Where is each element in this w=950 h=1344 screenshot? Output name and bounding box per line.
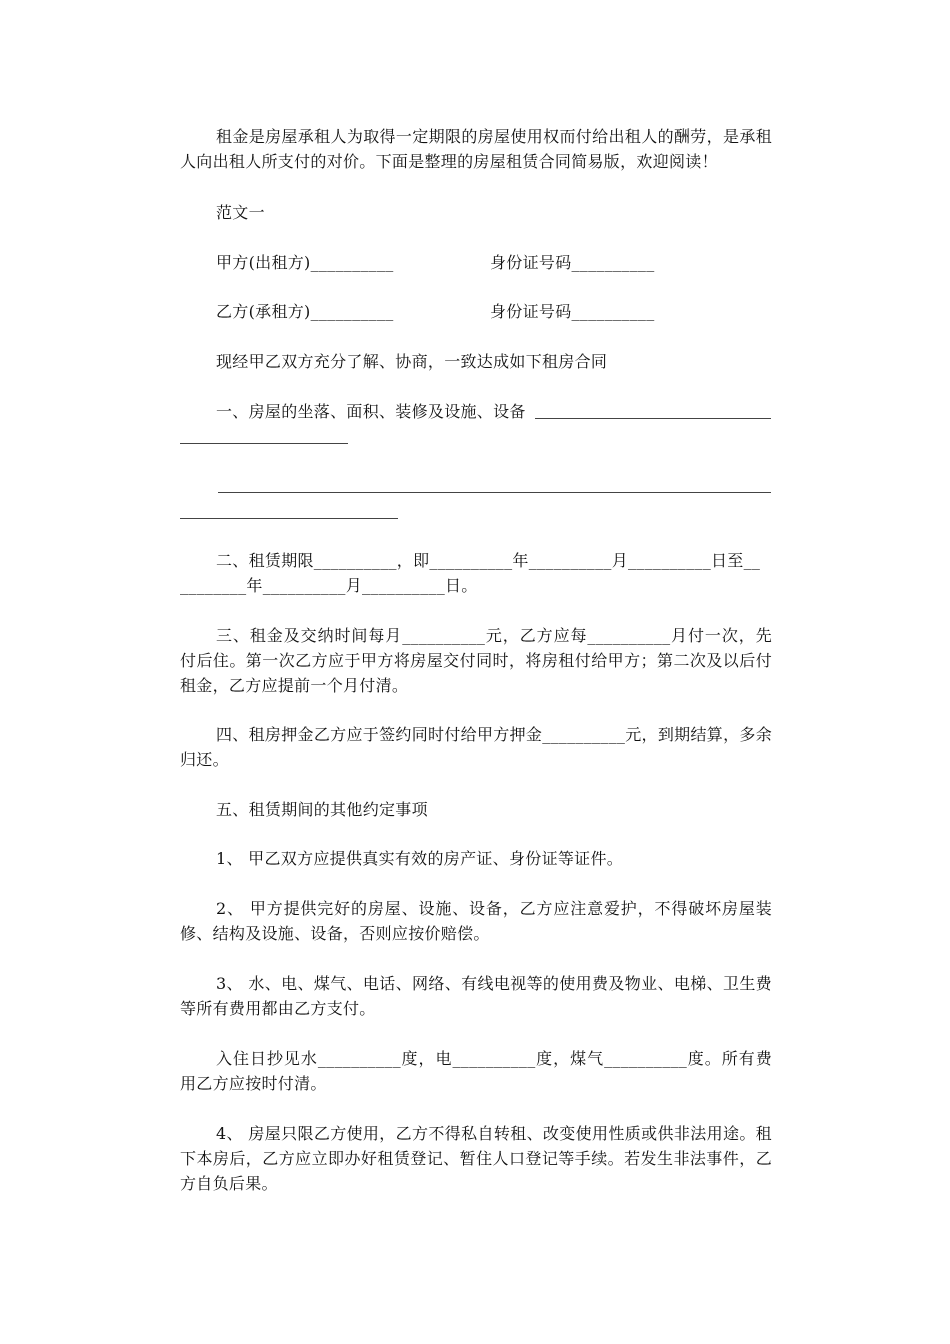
clause-5: 五、租赁期间的其他约定事项 [216, 800, 428, 819]
agreement-statement: 现经甲乙双方充分了解、协商，一致达成如下租房合同 [216, 352, 608, 371]
party-b-field: 乙方(承租方)__________ [216, 302, 394, 321]
clause-3: 三、租金及交纳时间每月__________元，乙方应每__________月付一次，先付后住。第一次乙方应于甲方将房屋交付同时，将房租付给甲方；第二次及以后付租金，乙方应提前一个月付清。 [180, 626, 772, 695]
party-b-id-field: 身份证号码__________ [490, 302, 655, 321]
item-3: 3、 水、电、煤气、电话、网络、有线电视等的使用费及物业、电梯、卫生费等所有费用都由乙方支付。 [180, 974, 772, 1018]
clause-2-line-1: 二、租赁期限__________，即__________年__________月__________日至__ [216, 551, 761, 570]
meter-reading: 入住日抄见水__________度，电__________度，煤气__________度。所有费用乙方应按时付清。 [180, 1049, 772, 1093]
clause-1-blank-line-4 [180, 518, 398, 519]
clause-2-line-2: ________年__________月__________日。 [180, 576, 478, 595]
clause-1-blank-line-2 [180, 443, 348, 444]
clause-1: 一、房屋的坐落、面积、装修及设施、设备 [216, 402, 526, 421]
party-b-row [180, 299, 808, 324]
clause-1-blank-line [535, 418, 771, 419]
clause-1-blank-line-3 [218, 492, 771, 493]
party-a-field: 甲方(出租方)__________ [216, 253, 394, 272]
clause-4: 四、租房押金乙方应于签约同时付给甲方押金__________元，到期结算，多余归还。 [180, 725, 772, 769]
party-a-id-field: 身份证号码__________ [490, 253, 655, 272]
item-2: 2、 甲方提供完好的房屋、设施、设备，乙方应注意爱护，不得破坏房屋装修、结构及设施、设备，否则应按价赔偿。 [180, 899, 772, 943]
party-a-row [180, 250, 808, 275]
item-1: 1、 甲乙双方应提供真实有效的房产证、身份证等证件。 [216, 849, 624, 868]
intro-paragraph: 租金是房屋承租人为取得一定期限的房屋使用权而付给出租人的酬劳，是承租人向出租人所支付的对价。下面是整理的房屋租赁合同简易版，欢迎阅读！ [180, 127, 772, 171]
sample-title: 范文一 [216, 203, 265, 222]
item-4: 4、 房屋只限乙方使用，乙方不得私自转租、改变使用性质或供非法用途。租下本房后，乙方应立即办好租赁登记、暂住人口登记等手续。若发生非法事件，乙方自负后果。 [180, 1124, 772, 1193]
